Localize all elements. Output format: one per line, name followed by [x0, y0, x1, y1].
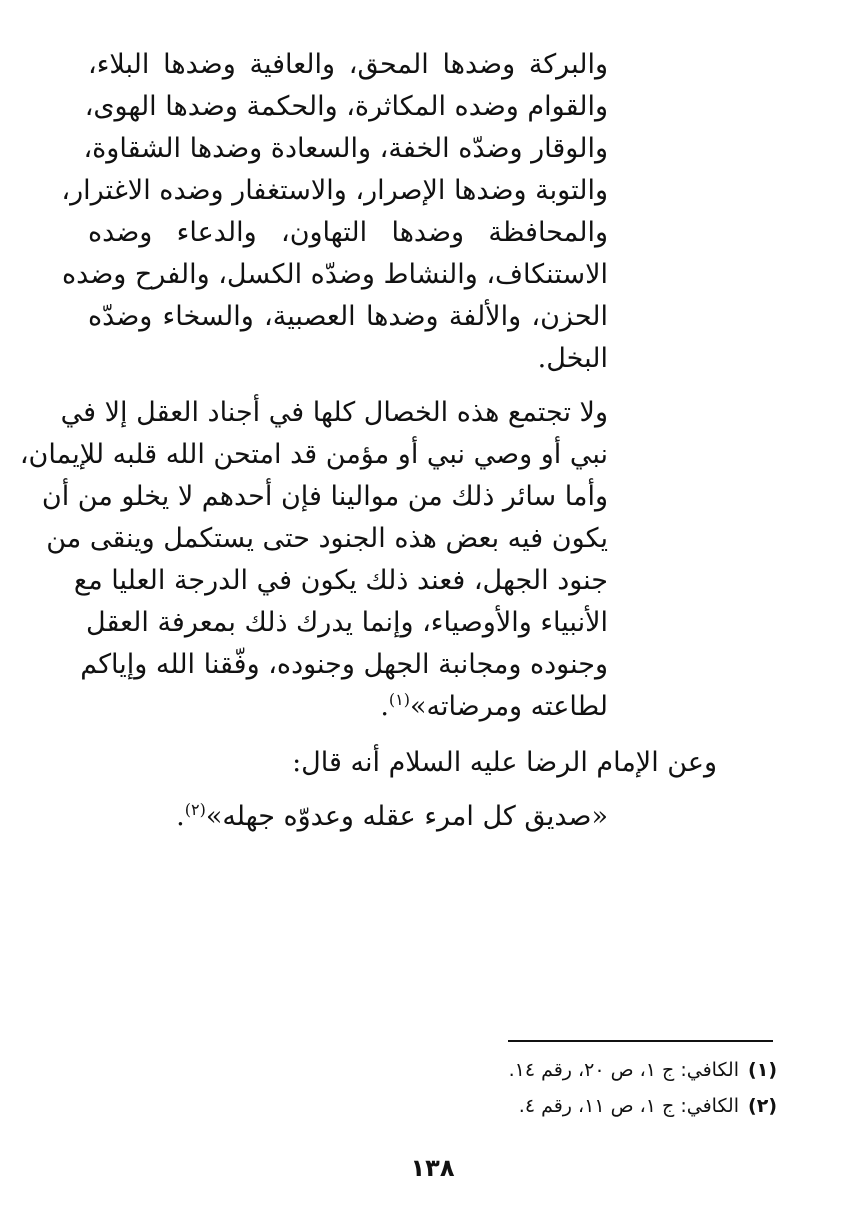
page-number: ١٣٨ — [410, 1154, 455, 1182]
footnotes — [509, 1052, 777, 1124]
footnote-1 — [509, 1052, 777, 1088]
paragraph-line: ولا تجتمع هذه الخصال كلها في أجناد العقل إلا في — [60, 397, 608, 428]
paragraph-line: يكون فيه بعض هذه الجنود حتى يستكمل وينقى من — [46, 523, 608, 554]
footnote-ref-1[interactable]: (١) — [388, 690, 411, 709]
footnote-text: الكافي: ج ١، ص ٢٠، رقم ١٤. — [508, 1059, 739, 1081]
paragraph-line: والمحافظة وضدها التهاون، والدعاء وضده — [88, 217, 608, 248]
paragraph-line: والقوام وضده المكاثرة، والحكمة وضدها الهوى، — [84, 91, 608, 122]
quote-intro: وعن الإمام الرضا عليه السلام أنه قال: — [292, 747, 717, 778]
paragraph-line-text: لطاعته ومرضاته» — [410, 691, 608, 722]
paragraph-line: نبي أو وصي نبي أو مؤمن قد امتحن الله قلبه للإيمان، — [19, 439, 608, 470]
paragraph-line: وجنوده ومجانبة الجهل وجنوده، وفّقنا الله وإياكم — [80, 649, 608, 680]
paragraph-line: والوقار وضدّه الخفة، والسعادة وضدها الشقاوة، — [83, 133, 608, 164]
sentence-end: . — [176, 801, 185, 832]
paragraph-line: وأما سائر ذلك من موالينا فإن أحدهم لا يخلو من أن — [41, 481, 608, 512]
footnote-text: الكافي: ج ١، ص ١١، رقم ٤. — [518, 1095, 739, 1117]
sentence-end: . — [380, 691, 389, 722]
paragraph-1 — [61, 44, 608, 380]
paragraph-last-line — [88, 686, 608, 728]
paragraph-line: الاستنكاف، والنشاط وضدّه الكسل، والفرح وضده — [62, 259, 608, 290]
paragraph-line: الأنبياء والأوصياء، وإنما يدرك ذلك بمعرفة العقل — [86, 607, 608, 638]
footnote-ref-2[interactable]: (٢) — [184, 800, 206, 819]
footnote-number: (١) — [748, 1059, 777, 1081]
paragraph-2 — [19, 392, 608, 728]
quote-text: «صديق كل امرء عقله وعدوّه جهله» — [205, 801, 608, 832]
paragraph-line: الحزن، والألفة وضدها العصبية، والسخاء وضدّه — [88, 301, 608, 332]
paragraph-line: والبركة وضدها المحق، والعافية وضدها البلاء، — [88, 49, 608, 80]
paragraph-line: البخل. — [537, 343, 608, 374]
paragraph-line: جنود الجهل، فعند ذلك يكون في الدرجة العليا مع — [73, 565, 608, 596]
footnote-2 — [509, 1088, 777, 1124]
footnote-divider — [508, 1040, 773, 1042]
footnote-number: (٢) — [748, 1095, 777, 1117]
paragraph-line: والتوبة وضدها الإصرار، والاستغفار وضده الاغترار، — [61, 175, 608, 206]
quote — [176, 796, 608, 838]
